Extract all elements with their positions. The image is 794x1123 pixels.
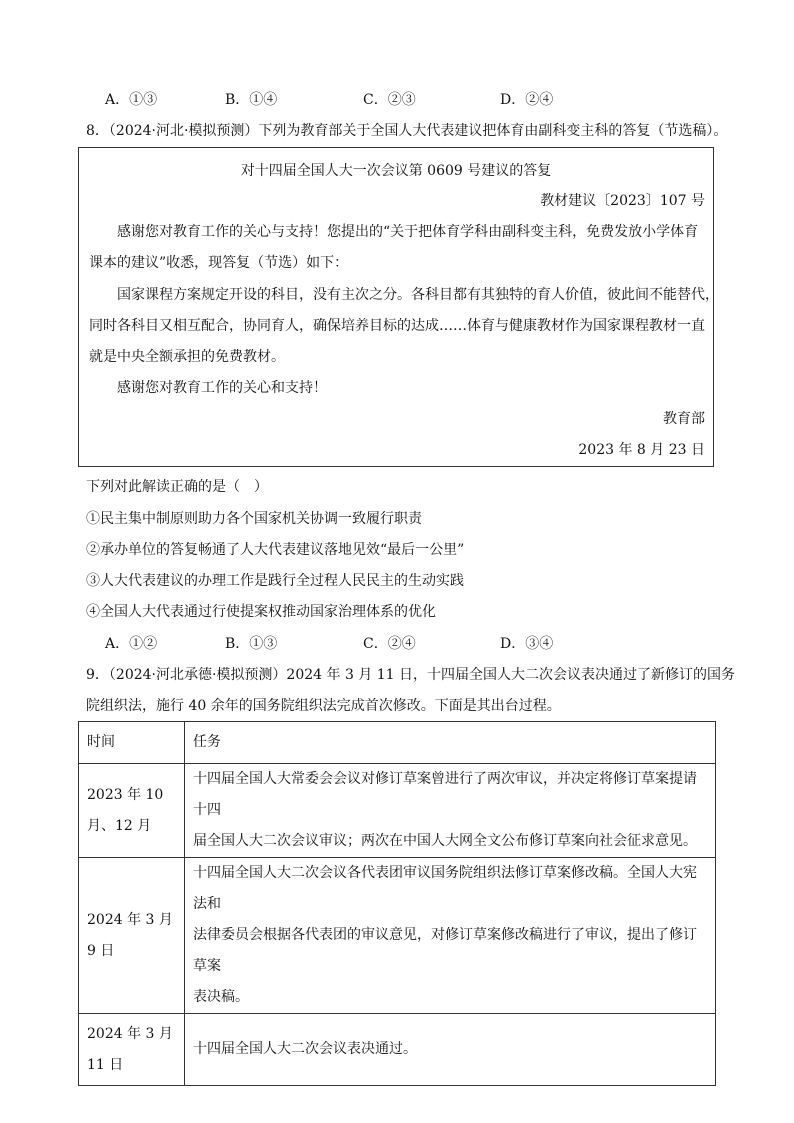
letter-signature: 教育部 <box>663 411 705 427</box>
row1-time-line1: 2023 年 10 <box>87 786 164 803</box>
q8-stem: 8．（2024·河北·模拟预测）下列为教育部关于全国人大代表建议把体育由副科变主科的答复（节选稿）。 <box>86 123 728 139</box>
q8-option-d[interactable]: D．③④ <box>500 636 554 652</box>
row1-task-line2: 届全国人大二次会议审议；两次在中国人大网全文公布修订草案向社会征求意见。 <box>193 833 697 849</box>
letter-para2-line3: 就是中央全额承担的免费教材。 <box>89 349 285 365</box>
row3-time-line1: 2024 年 3 月 <box>87 1025 173 1042</box>
letter-para1-line2: 课本的建议”收悉，现答复（节选）如下： <box>89 255 349 271</box>
q8-option-b[interactable]: B．①③ <box>225 636 278 652</box>
row3-time-line2: 11 日 <box>87 1056 124 1073</box>
table-row <box>79 858 716 1014</box>
row1-time-line2: 月、12 月 <box>87 817 152 834</box>
table-row <box>79 764 716 858</box>
q8-prompt: 下列对此解读正确的是（ ） <box>86 479 268 495</box>
q8-statement-2: ②承办单位的答复畅通了人大代表建议落地见效“最后一公里” <box>86 542 465 558</box>
row1-time <box>79 764 185 858</box>
q9-stem-line1: 9．（2024·河北承德·模拟预测）2024 年 3 月 11 日，十四届全国人大二次会议表决通过了新修订的国务 <box>86 667 736 683</box>
q9-stem-line2: 院组织法，施行 40 余年的国务院组织法完成首次修改。下面是其出台过程。 <box>86 698 561 714</box>
q7-option-c[interactable]: C．②③ <box>363 92 416 108</box>
row2-time-line2: 9 日 <box>87 942 115 959</box>
letter-para2-line1: 国家课程方案规定开设的科目，没有主次之分。各科目都有其独特的育人价值，彼此间不能替代， <box>117 287 719 303</box>
q7-option-a[interactable]: A．①③ <box>105 92 158 108</box>
q7-option-b[interactable]: B．①④ <box>225 92 278 108</box>
row3-task-line1: 十四届全国人大二次会议表决通过。 <box>193 1041 417 1057</box>
q8-option-c[interactable]: C．②④ <box>363 636 416 652</box>
row2-task-line2: 法律委员会根据各代表团的审议意见，对修订草案修改稿进行了审议，提出了修订草案 <box>193 927 697 974</box>
row2-time-line1: 2024 年 3 月 <box>87 911 173 928</box>
row2-time <box>79 858 185 1014</box>
letter-title: 对十四届全国人大一次会议第 0609 号建议的答复 <box>240 163 552 179</box>
q8-options <box>105 633 705 655</box>
row3-time <box>79 1014 185 1086</box>
process-table <box>78 721 716 1086</box>
header-task: 任务 <box>185 722 716 764</box>
table-row <box>79 1014 716 1086</box>
q7-option-d[interactable]: D．②④ <box>500 92 554 108</box>
letter-para1-line1: 感谢您对教育工作的关心与支持！您提出的“关于把体育学科由副科变主科，免费发放小学体育 <box>117 224 699 240</box>
table-header-row <box>79 722 716 764</box>
q7-options <box>105 89 705 111</box>
row2-task-line1: 十四届全国人大二次会议各代表团审议国务院组织法修订草案修改稿。全国人大宪法和 <box>193 865 697 912</box>
reply-letter-box <box>78 147 719 467</box>
letter-para2-line2: 同时各科目又相互配合，协同育人，确保培养目标的达成……体育与健康教材作为国家课程教材一直 <box>89 318 705 334</box>
row1-task <box>185 764 716 858</box>
row1-task-line1: 十四届全国人大常委会会议对修订草案曾进行了两次审议，并决定将修订草案提请十四 <box>193 771 697 818</box>
q8-statement-4: ④全国人大代表通过行使提案权推动国家治理体系的优化 <box>86 604 436 620</box>
row2-task-line3: 表决稿。 <box>193 989 249 1005</box>
letter-thanks: 感谢您对教育工作的关心和支持！ <box>117 380 327 396</box>
q8-statement-1: ①民主集中制原则助力各个国家机关协调一致履行职责 <box>86 511 422 527</box>
q8-statement-3: ③人大代表建议的办理工作是践行全过程人民民主的生动实践 <box>86 573 464 589</box>
header-time: 时间 <box>79 722 185 764</box>
q8-option-a[interactable]: A．①② <box>105 636 158 652</box>
letter-reference: 教材建议〔2023〕107 号 <box>540 193 705 209</box>
row3-task <box>185 1014 716 1086</box>
row2-task <box>185 858 716 1014</box>
letter-date: 2023 年 8 月 23 日 <box>578 442 705 458</box>
